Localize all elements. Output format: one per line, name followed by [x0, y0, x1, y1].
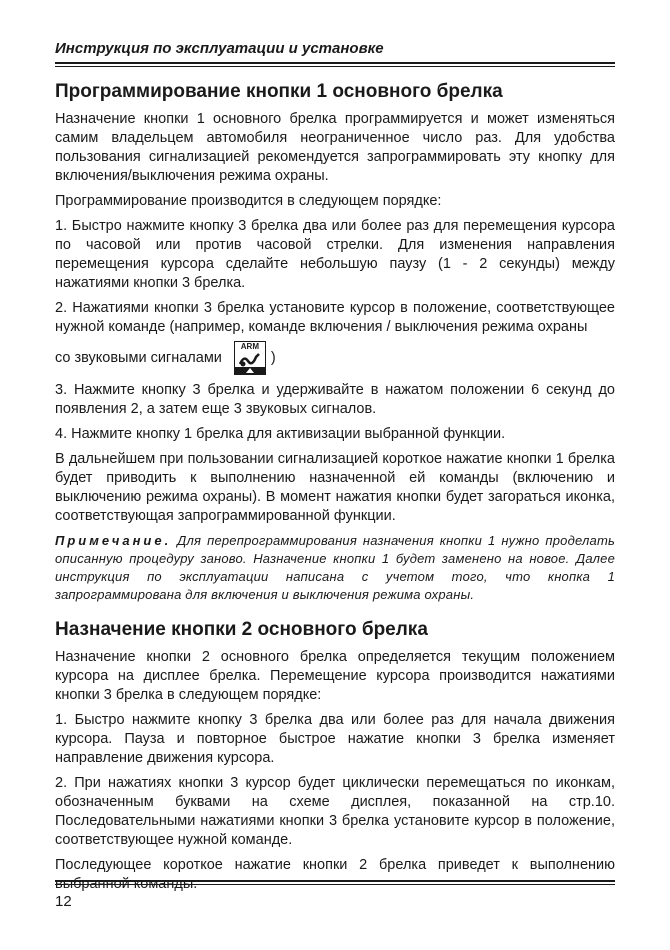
step-item: 1. Быстро нажмите кнопку 3 брелка два или более раз для начала движения курсора. Пауза и повторное быстрое нажатие кнопки 3 брелка изменяет направление движения курсора.: [55, 712, 615, 766]
step-text: ): [270, 349, 276, 366]
header-divider: [55, 62, 615, 67]
cursor-arrow-icon: [234, 367, 266, 375]
step-item: [55, 299, 615, 337]
page-content: [55, 80, 615, 900]
step-item: 4. Нажмите кнопку 1 брелка для активизации выбранной функции.: [55, 426, 506, 442]
section-heading-button1: Программирование кнопки 1 основного брелка: [55, 81, 503, 102]
note: [55, 532, 615, 604]
step-item: 1. Быстро нажмите кнопку 3 брелка два или более раз для перемещения курсора по часовой или против часовой стрелки. Для изменения направления перемещения курсора сделайте небольшую паузу (1 - 2 секунды) между нажатиями кнопки 3 брелка.: [55, 218, 615, 291]
paragraph: Назначение кнопки 2 основного брелка определяется текущим положением курсора на дисплее брелка. Перемещение курсора производится нажатиями кнопки 3 брелка в следующем порядке:: [55, 649, 615, 703]
step-text: со звуковыми сигналами: [55, 349, 222, 366]
sound-wave-icon: [238, 351, 262, 367]
note-text: Для перепрограммирования назначения кнопки 1 нужно проделать описанную процедуру заново. Назначение кнопки 1 будет заменено на новое. Далее инструкция по эксплуатации написана с учетом того, что кнопка 1 запрограммирована для включения и выключения режима охраны.: [55, 533, 616, 602]
arm-label: ARM: [240, 342, 259, 351]
page-number: 12: [55, 893, 72, 910]
step-text: 2. Нажатиями кнопки 3 брелка установите курсор в положение, соответствующее нужной команде (например, команде включения / выключения режима охраны: [55, 300, 615, 335]
note-label: Примечание.: [55, 533, 172, 548]
step-item: 2. При нажатиях кнопки 3 курсор будет циклически перемещаться по иконкам, обозначенным буквами на схеме дисплея, показанной на стр.10. Последовательными нажатиями кнопки 3 брелка установите курсор в положение, соответствующее нужной команде.: [55, 775, 615, 848]
paragraph: Назначение кнопки 1 основного брелка программируется и может изменяться самим владельцем автомобиля неограниченное число раз. Для удобства пользования сигнализацией рекомендуется запрограммировать эту кнопку для включения/выключения режима охраны.: [55, 111, 615, 184]
running-header: Инструкция по эксплуатации и установке: [55, 40, 384, 57]
arm-sound-icon: [234, 341, 266, 375]
step-item-continuation: [55, 341, 615, 375]
step-item: 3. Нажмите кнопку 3 брелка и удерживайте в нажатом положении 6 секунд до появления 2, а затем еще 3 звуковых сигналов.: [55, 382, 615, 417]
paragraph: Программирование производится в следующем порядке:: [55, 193, 442, 209]
paragraph: В дальнейшем при пользовании сигнализацией короткое нажатие кнопки 1 брелка будет приводить к выполнению назначенной ей команды (включению и выключению режима охраны). В момент нажатия кнопки будет загораться иконка, соответствующая запрограммированной функции.: [55, 451, 615, 524]
footer-divider: [55, 880, 615, 885]
section-heading-button2: Назначение кнопки 2 основного брелка: [55, 619, 428, 640]
paragraph: Последующее короткое нажатие кнопки 2 брелка приведет к выполнению выбранной команды.: [55, 857, 615, 892]
